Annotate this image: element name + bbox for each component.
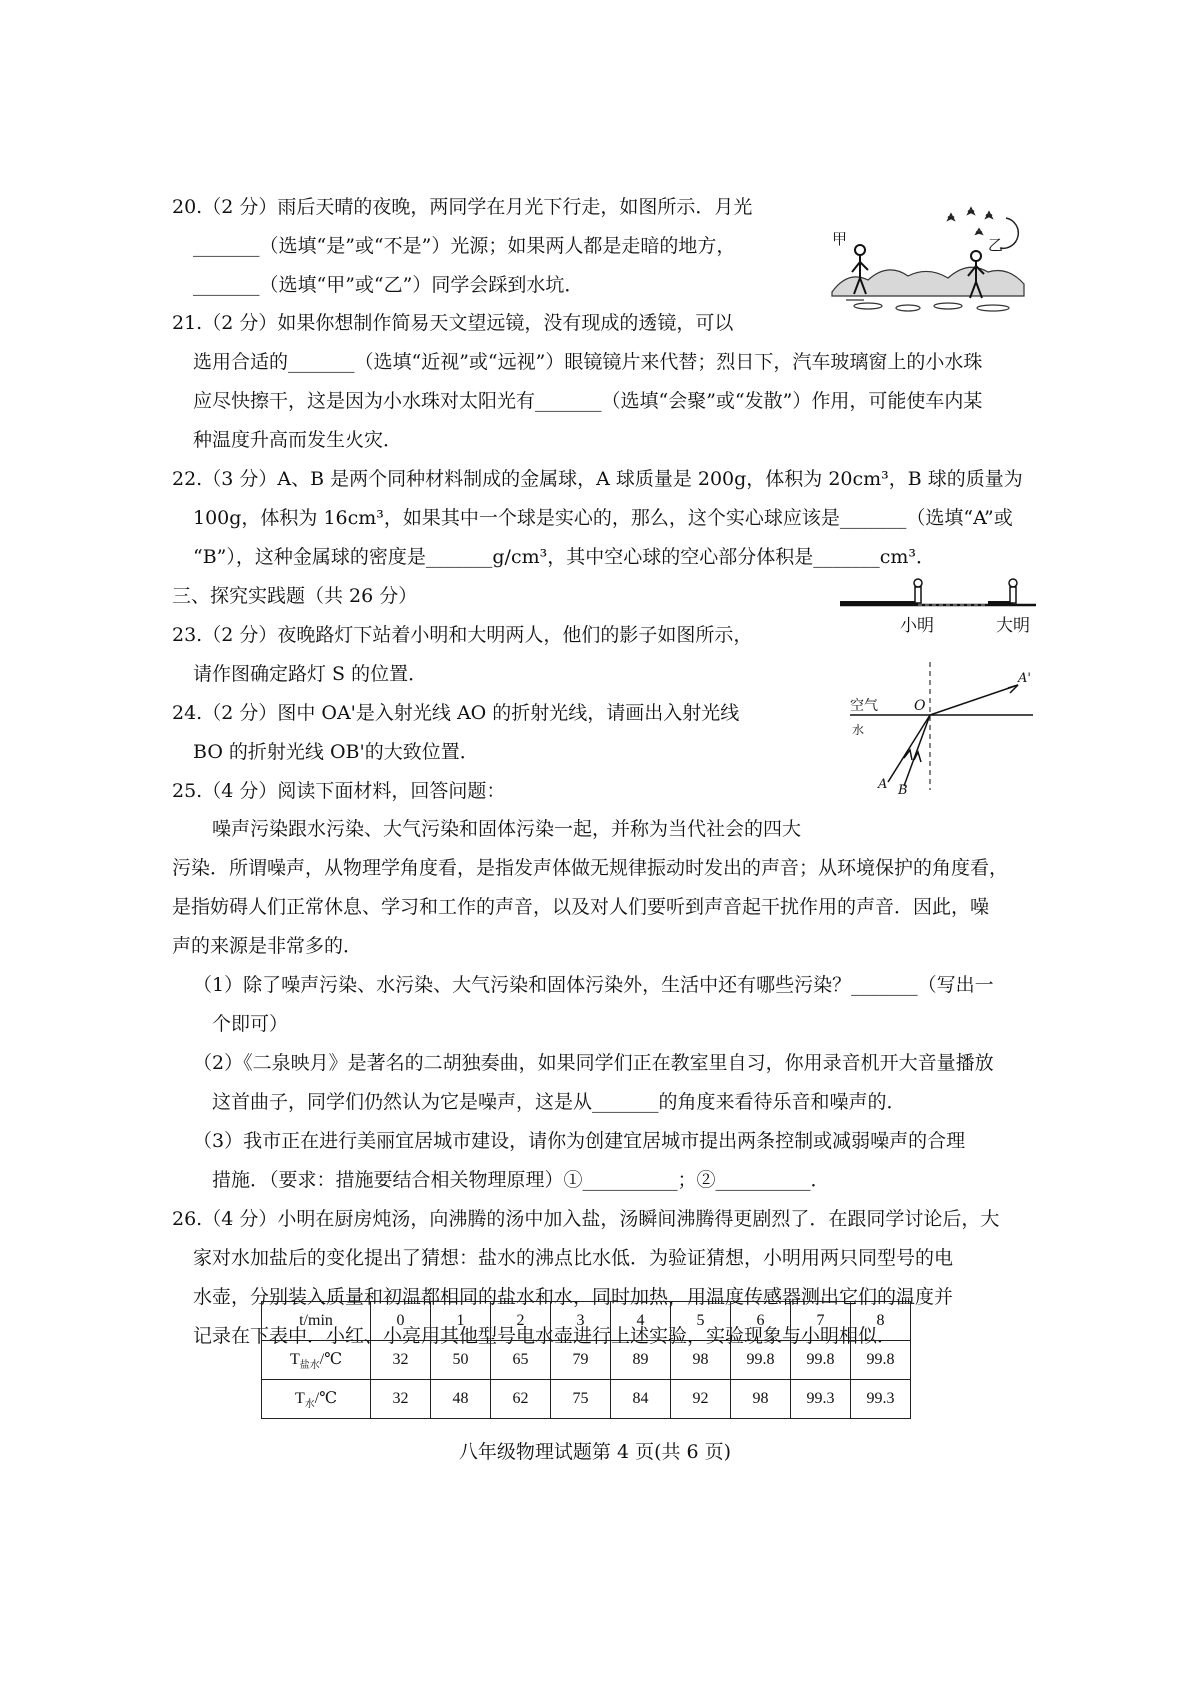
table-cell: 1 (431, 1302, 491, 1341)
table-cell: 48 (431, 1380, 491, 1419)
table-cell: 84 (611, 1380, 671, 1419)
q23-figure (838, 575, 1038, 645)
xiaoming-figure-icon (914, 579, 922, 603)
table-cell: t/min (262, 1302, 371, 1341)
table-cell: 8 (851, 1302, 911, 1341)
table-cell: 99.8 (731, 1341, 791, 1380)
q25-sub2-line-1: （2）《二泉映月》是著名的二胡独奏曲，如果同学们正在教室里自习，你用录音机开大音量播放 (193, 1052, 994, 1074)
table-cell: 89 (611, 1341, 671, 1380)
label-a: A (878, 777, 888, 792)
label-air: 空气 (850, 698, 878, 714)
q25-sub3-line-1: （3）我市正在进行美丽宜居城市建设，请你为创建宜居城市提出两条控制或减弱噪声的合理 (193, 1130, 966, 1152)
table-cell: 79 (551, 1341, 611, 1380)
q21-line-2: 选用合适的_______（选填“近视”或“远视”）眼镜镜片来代替；烈日下，汽车玻璃窗上的小水珠 (193, 351, 983, 373)
fig20-label-yi: 乙 (988, 236, 1004, 254)
label-o: O (914, 698, 926, 714)
table-cell: 0 (371, 1302, 431, 1341)
q26-line-3: 水壶，分别装入质量和初温都相同的盐水和水，同时加热，用温度传感器测出它们的温度并 (193, 1286, 954, 1308)
stars-and-moon-icon (948, 208, 1018, 248)
q25-sub3-line-2: 措施．（要求：措施要结合相关物理原理）①__________；②__________． (212, 1169, 830, 1191)
table-cell: 2 (491, 1302, 551, 1341)
q22-line-2: 100g，体积为 16cm³，如果其中一个球是实心的，那么，这个实心球应该是_______（选填“A”或 (193, 507, 1013, 529)
label-b: B (898, 783, 908, 798)
table-header-row (262, 1302, 911, 1341)
q25-sub1-line-1: （1）除了噪声污染、水污染、大气污染和固体污染外，生活中还有哪些污染？_______（写出一 (193, 974, 994, 996)
fig23-label-xiaoming: 小明 (900, 616, 934, 636)
table-cell: 75 (551, 1380, 611, 1419)
q25-passage-1: 噪声污染跟水污染、大气污染和固体污染一起，并称为当代社会的四大 (212, 818, 802, 840)
table-cell: 32 (371, 1380, 431, 1419)
q23-line-2: 请作图确定路灯 S 的位置． (193, 663, 428, 685)
table-cell: 65 (491, 1341, 551, 1380)
q21-line-3: 应尽快擦干，这是因为小水珠对太阳光有_______（选填“会聚”或“发散”）作用，可能使车内某 (193, 390, 983, 412)
q25-sub1-line-2: 个即可） (212, 1013, 289, 1035)
q20-line-2: _______（选填“是”或“不是”）光源；如果两人都是走暗的地方， (193, 235, 736, 257)
q25-sub2-line-2: 这首曲子，同学们仍然认为它是噪声，这是从_______的角度来看待乐音和噪声的． (212, 1091, 906, 1113)
temperature-table (261, 1301, 911, 1419)
table-cell: 92 (671, 1380, 731, 1419)
q23-line-1: 23.（2 分）夜晚路灯下站着小明和大明两人，他们的影子如图所示， (172, 624, 753, 646)
page-footer: 八年级物理试题第 4 页(共 6 页) (458, 1441, 732, 1463)
table-cell: 99.8 (851, 1341, 911, 1380)
q24-line-2: BO 的折射光线 OB'的大致位置． (193, 741, 479, 763)
table-row (262, 1341, 911, 1380)
table-cell: 62 (491, 1380, 551, 1419)
puddles-shape (846, 300, 1009, 311)
q20-line-3: _______（选填“甲”或“乙”）同学会踩到水坑． (193, 274, 584, 296)
label-water: 水 (852, 723, 865, 737)
fig20-label-jia: 甲 (832, 230, 848, 248)
q22-line-1: 22.（3 分）A、B 是两个同种材料制成的金属球，A 球质量是 200g，体积为 20cm³，B 球的质量为 (172, 468, 1023, 490)
q25-passage-3: 是指妨碍人们正常休息、学习和工作的声音，以及对人们要听到声音起干扰作用的声音．因此，噪 (172, 896, 990, 918)
table-cell: 3 (551, 1302, 611, 1341)
q25-passage-4: 声的来源是非常多的． (172, 935, 363, 957)
row-label-water: $T_水/℃$ (262, 1380, 371, 1419)
q20-figure (828, 200, 1028, 320)
table-cell: 50 (431, 1341, 491, 1380)
table-row (262, 1380, 911, 1419)
q22-line-3: “B”），这种金属球的密度是_______g/cm³，其中空心球的空心部分体积是_______cm³． (193, 546, 936, 568)
table-cell: 99.8 (791, 1341, 851, 1380)
q26-line-1: 26.（4 分）小明在厨房炖汤，向沸腾的汤中加入盐，汤瞬间沸腾得更剧烈了．在跟同学讨论后，大 (172, 1208, 1000, 1230)
table-cell: 32 (371, 1341, 431, 1380)
q26-line-2: 家对水加盐后的变化提出了猜想：盐水的沸点比水低．为验证猜想，小明用两只同型号的电 (193, 1247, 954, 1269)
table-cell: 6 (731, 1302, 791, 1341)
q24-line-1: 24.（2 分）图中 OA'是入射光线 AO 的折射光线，请画出入射光线 (172, 702, 740, 724)
table-cell: 98 (671, 1341, 731, 1380)
row-label-salt-water: $T_{盐水}/℃$ (262, 1341, 371, 1380)
q24-figure (848, 660, 1038, 800)
q21-line-1: 21.（2 分）如果你想制作简易天文望远镜，没有现成的透镜，可以 (172, 312, 734, 334)
table-cell: 7 (791, 1302, 851, 1341)
section-3-title: 三、探究实践题（共 26 分） (172, 585, 418, 607)
refracted-ray-oa (930, 685, 1018, 715)
q21-line-4: 种温度升高而发生火灾． (193, 429, 403, 451)
table-cell: 99.3 (851, 1380, 911, 1419)
table-cell: 99.3 (791, 1380, 851, 1419)
table-cell: 98 (731, 1380, 791, 1419)
q25-line-1: 25.（4 分）阅读下面材料，回答问题： (172, 780, 506, 802)
q25-passage-2: 污染．所谓噪声，从物理学角度看，是指发声体做无规律振动时发出的声音；从环境保护的角度看， (172, 857, 1009, 879)
table-cell: 5 (671, 1302, 731, 1341)
q20-line-1: 20.（2 分）雨后天晴的夜晚，两同学在月光下行走，如图所示．月光 (172, 196, 753, 218)
label-a-prime: A' (1018, 671, 1031, 686)
fig23-label-daming: 大明 (996, 616, 1030, 636)
daming-figure-icon (1009, 579, 1017, 603)
table-cell: 4 (611, 1302, 671, 1341)
q26-line-4: 记录在下表中．小红、小亮用其他型号电水壶进行上述实验，实验现象与小明相似． (193, 1325, 897, 1347)
